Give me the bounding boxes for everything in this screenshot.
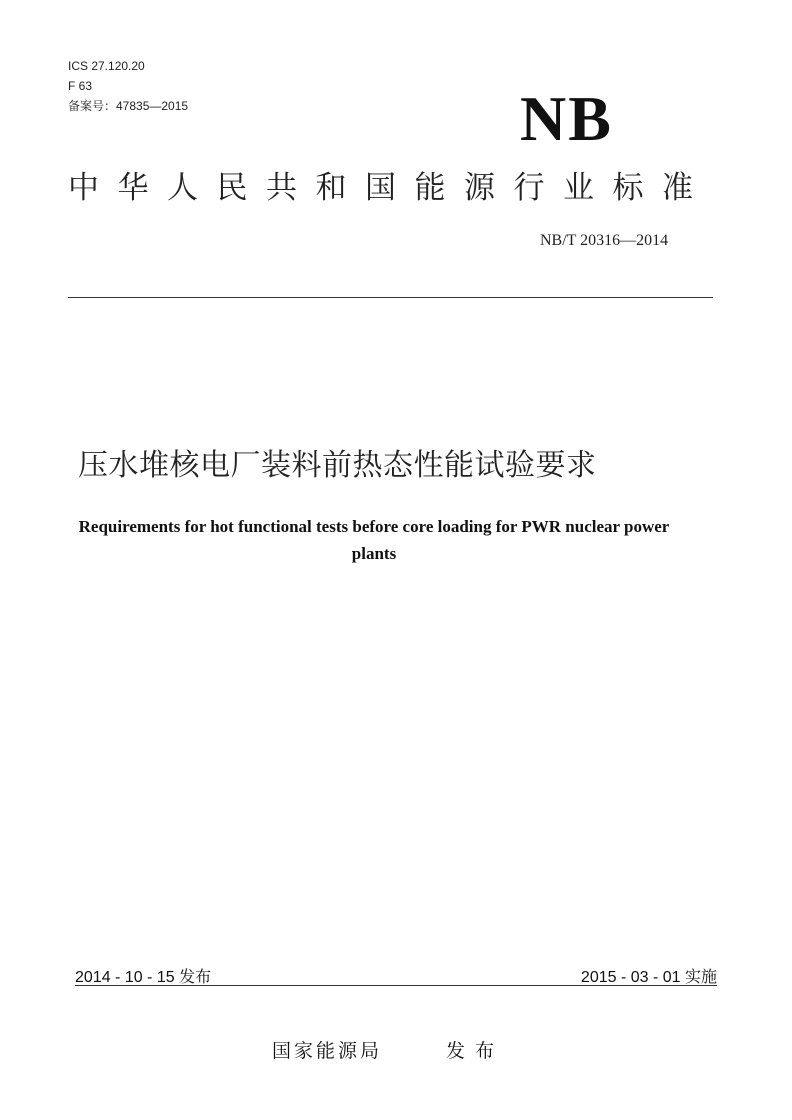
implementation-date: 2015 - 03 - 01 实施 xyxy=(580,969,717,986)
organization-title: 中华人民共和国能源行业标准 xyxy=(68,170,712,206)
ccs-code: F 63 xyxy=(68,79,93,93)
publisher-name: 国家能源局 xyxy=(272,1040,383,1062)
title-english: Requirements for hot functional tests before core loading for PWR nuclear power plants xyxy=(78,517,670,563)
classification-block xyxy=(68,56,188,116)
standard-code: NB/T 20316—2014 xyxy=(540,232,669,249)
issue-date: 2014 - 10 - 15 发布 xyxy=(75,969,212,986)
ics-code: ICS 27.120.20 xyxy=(68,59,145,73)
top-divider xyxy=(68,297,713,298)
title-chinese: 压水堆核电厂装料前热态性能试验要求 xyxy=(78,448,597,483)
publish-label: 发布 xyxy=(446,1040,505,1062)
bottom-divider xyxy=(75,985,717,986)
filing-number: 备案号：47835—2015 xyxy=(68,99,189,113)
nb-logo: NB xyxy=(520,83,613,154)
